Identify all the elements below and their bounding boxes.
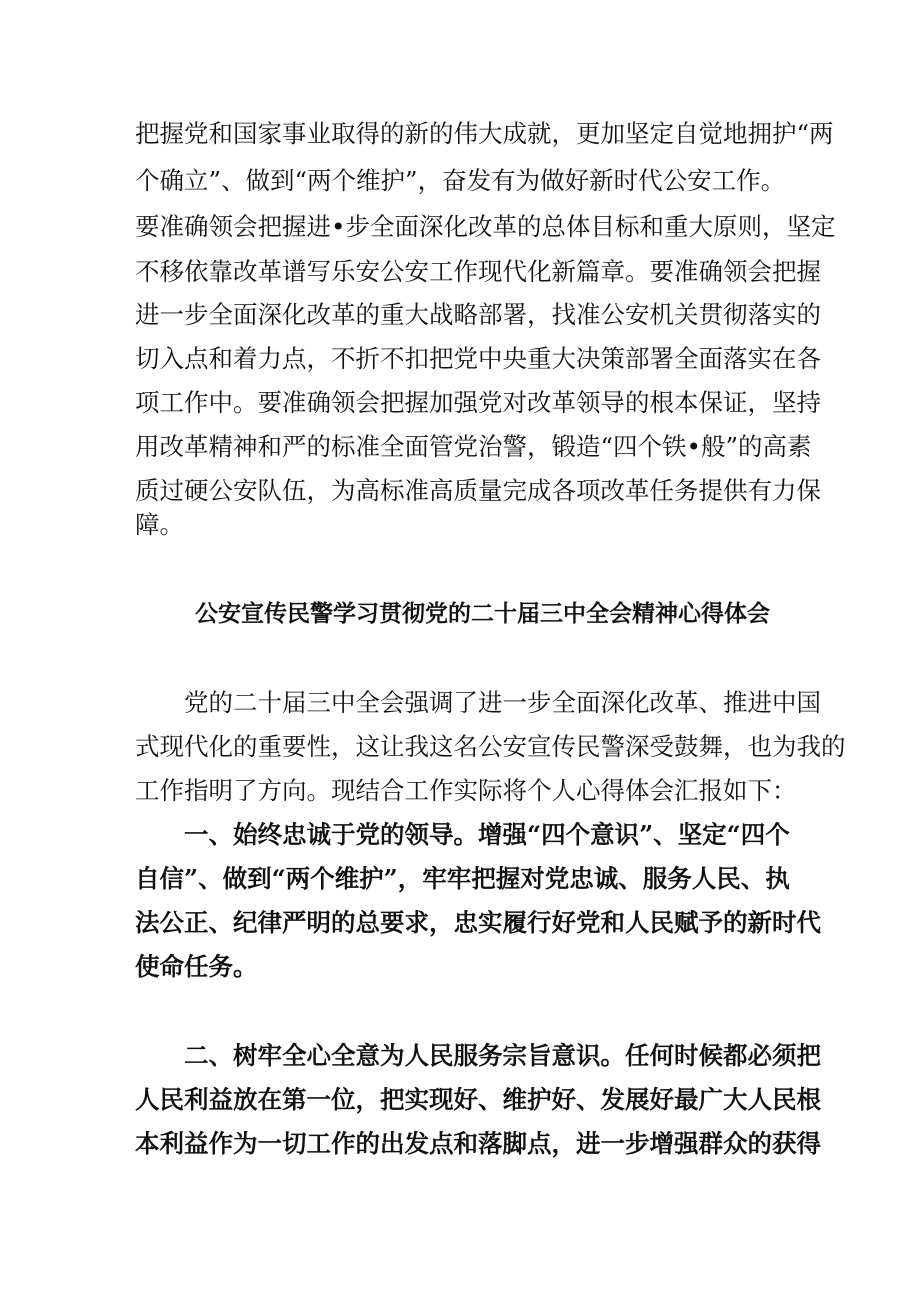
section-text-line: 法公正、纪律严明的总要求，忠实履行好党和人民赋予的新时代 [135, 908, 821, 937]
body-text-line: 质过硬公安队伍，为高标准高质量完成各项改革任务提供有力保 [135, 476, 821, 505]
body-text-line: 进一步全面深化改革的重大战略部署，找准公安机关贯彻落实的 [135, 300, 821, 329]
section-heading-text-line: 二、树牢全心全意为人民服务宗旨意识。任何时候都必须把 [135, 1041, 821, 1070]
body-text-line: 不移依靠改革谱写乐安公安工作现代化新篇章。要准确领会把握 [135, 257, 821, 286]
section-text-line: 自信”、做到“两个维护”，牢牢把握对党忠诚、服务人民、执 [135, 864, 790, 893]
body-text-line: 障。 [135, 510, 184, 539]
section-text-line: 使命任务。 [135, 952, 258, 981]
body-text-line: 党的二十届三中全会强调了进一步全面深化改革、推进中国 [135, 688, 821, 717]
body-text-line: 把握党和国家事业取得的新的伟大成就，更加坚定自觉地拥护“两 [135, 119, 834, 148]
body-text-line: 项工作中。要准确领会把握加强党对改革领导的根本保证，坚持 [135, 388, 821, 417]
body-text-line: 用改革精神和严的标准全面管党治警，锻造“四个铁•般”的高素 [135, 432, 812, 461]
section-text-line: 人民利益放在第一位，把实现好、维护好、发展好最广大人民根 [135, 1085, 821, 1114]
article-title: 公安宣传民警学习贯彻党的二十届三中全会精神心得体会 [195, 600, 770, 627]
body-text-line: 要准确领会把握进•步全面深化改革的总体目标和重大原则，坚定 [135, 212, 836, 241]
body-text-line: 工作指明了方向。现结合工作实际将个人心得体会汇报如下： [135, 776, 797, 805]
body-text-line: 个确立”、做到“两个维护”，奋发有为做好新时代公安工作。 [135, 166, 786, 195]
body-text-line: 式现代化的重要性，这让我这名公安宣传民警深受鼓舞，也为我的 [135, 732, 846, 761]
section-text-line: 本利益作为一切工作的出发点和落脚点，进一步增强群众的获得 [135, 1129, 821, 1158]
body-text-line: 切入点和着力点，不折不扣把党中央重大决策部署全面落实在各 [135, 344, 821, 373]
section-heading-text-line: 一、始终忠诚于党的领导。增强“四个意识”、坚定“四个 [135, 820, 790, 849]
